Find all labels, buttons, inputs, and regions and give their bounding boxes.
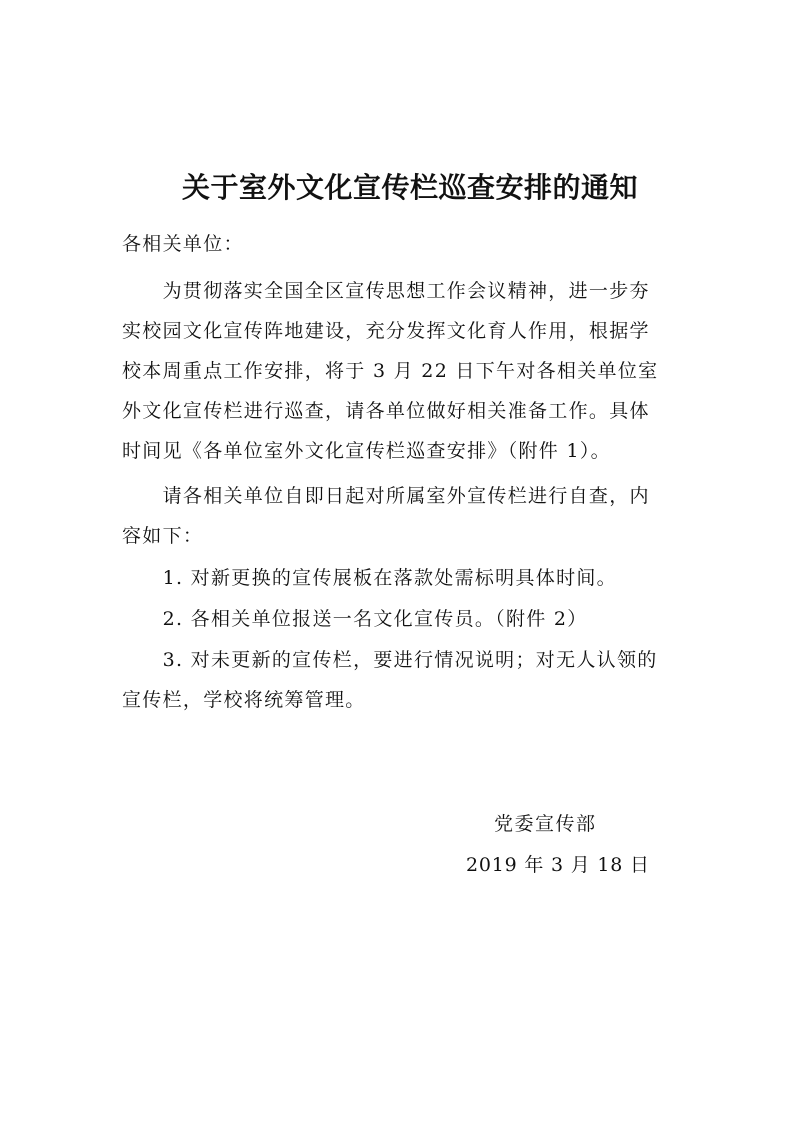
list-item-2 (122, 599, 588, 639)
paragraph-line: 外文化宣传栏进行巡查，请各单位做好相关准备工作。具体 (122, 400, 650, 422)
paragraph-line: 为贯彻落实全国全区宣传思想工作会议精神，进一步夯 (122, 280, 650, 302)
list-item-line: 1. 对新更换的宣传展板在落款处需标明具体时间。 (122, 567, 617, 589)
paragraph-line: 校本周重点工作安排，将于 3 月 22 日下午对各相关单位室 (122, 360, 659, 382)
signature-date: 2019 年 3 月 18 日 (466, 854, 650, 876)
paragraph-self-check (122, 476, 682, 556)
salutation: 各相关单位： (122, 233, 244, 255)
list-item-line: 宣传栏，学校将统筹管理。 (122, 689, 366, 711)
paragraph-intro (122, 271, 682, 471)
paragraph-line: 容如下： (122, 525, 204, 547)
paragraph-line: 时间见《各单位室外文化宣传栏巡查安排》（附件 1）。 (122, 440, 611, 462)
paragraph-line: 请各相关单位自即日起对所属室外宣传栏进行自查，内 (122, 485, 650, 507)
signature-organization: 党委宣传部 (494, 813, 597, 835)
paragraph-line: 实校园文化宣传阵地建设，充分发挥文化育人作用，根据学 (122, 320, 650, 342)
list-item-line: 2. 各相关单位报送一名文化宣传员。（附件 2） (122, 608, 588, 630)
list-item-1 (122, 558, 617, 598)
list-item-line: 3. 对未更新的宣传栏，要进行情况说明；对无人认领的 (122, 649, 658, 671)
document-title: 关于室外文化宣传栏巡查安排的通知 (181, 171, 638, 204)
list-item-3 (122, 640, 658, 720)
